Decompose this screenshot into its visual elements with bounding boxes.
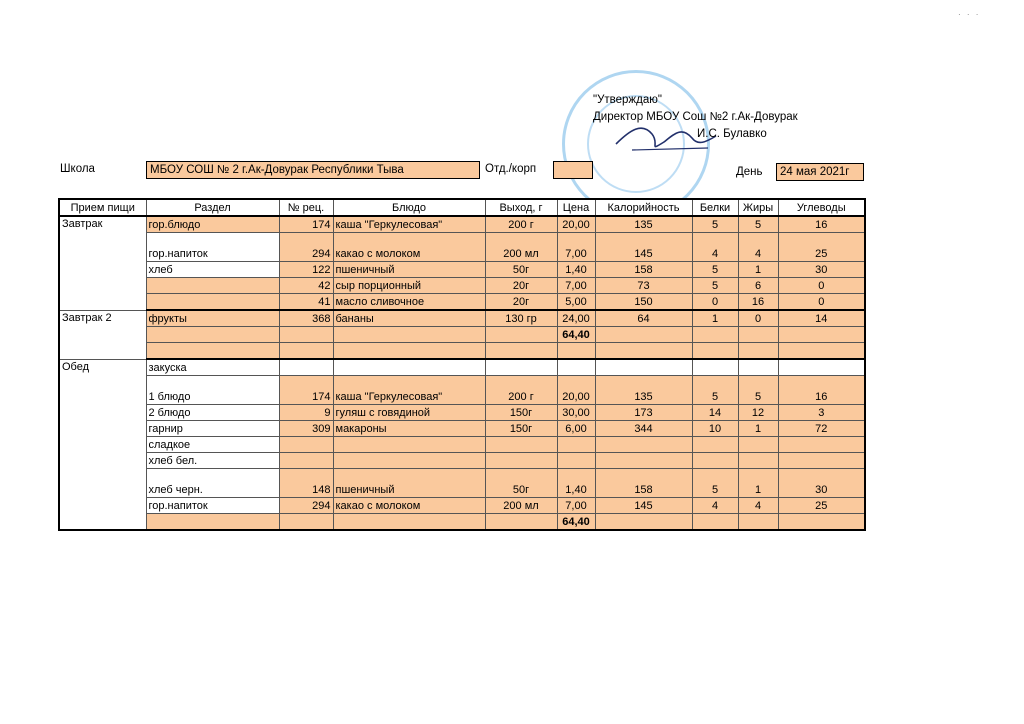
protein-cell: 1 [692, 310, 738, 327]
section-cell [146, 343, 279, 360]
table-row [59, 498, 865, 514]
fat-cell: 0 [738, 310, 778, 327]
calories-cell: 158 [595, 469, 692, 498]
section-cell [146, 278, 279, 294]
section-cell: сладкое [146, 437, 279, 453]
section-cell [146, 514, 279, 531]
col-protein: Белки [692, 199, 738, 216]
price-cell [557, 359, 595, 376]
section-cell: гор.напиток [146, 233, 279, 262]
carbs-cell: 30 [778, 262, 865, 278]
section-cell: 1 блюдо [146, 376, 279, 405]
calories-cell: 145 [595, 498, 692, 514]
col-section: Раздел [146, 199, 279, 216]
section-cell [146, 327, 279, 343]
output-cell: 200 г [485, 376, 557, 405]
fat-cell [738, 514, 778, 531]
calories-cell: 344 [595, 421, 692, 437]
approval-signer: И.С. Булавко [697, 128, 767, 140]
col-recipe: № рец. [279, 199, 333, 216]
price-cell: 1,40 [557, 469, 595, 498]
protein-cell: 4 [692, 233, 738, 262]
dish-cell: каша "Геркулесовая" [333, 376, 485, 405]
carbs-cell [778, 327, 865, 343]
col-dish: Блюдо [333, 199, 485, 216]
dish-cell [333, 327, 485, 343]
approval-position: Директор МБОУ Сош №2 г.Ак-Довурак [593, 111, 798, 123]
recipe-cell: 294 [279, 233, 333, 262]
carbs-cell: 14 [778, 310, 865, 327]
calories-cell: 135 [595, 216, 692, 233]
col-price: Цена [557, 199, 595, 216]
recipe-cell: 41 [279, 294, 333, 311]
fat-cell [738, 343, 778, 360]
dish-cell [333, 359, 485, 376]
price-cell: 6,00 [557, 421, 595, 437]
dish-cell: какао с молоком [333, 498, 485, 514]
protein-cell: 5 [692, 262, 738, 278]
carbs-cell [778, 359, 865, 376]
carbs-cell [778, 343, 865, 360]
output-cell [485, 359, 557, 376]
carbs-cell [778, 514, 865, 531]
price-total-cell: 64,40 [557, 327, 595, 343]
recipe-cell: 294 [279, 498, 333, 514]
output-cell: 200 мл [485, 233, 557, 262]
price-cell [557, 453, 595, 469]
calories-cell [595, 437, 692, 453]
carbs-cell: 16 [778, 376, 865, 405]
meal-cell: Завтрак [59, 216, 146, 310]
table-row [59, 294, 865, 311]
carbs-cell [778, 437, 865, 453]
calories-cell [595, 343, 692, 360]
output-cell: 150г [485, 421, 557, 437]
output-cell: 150г [485, 405, 557, 421]
fat-cell: 5 [738, 376, 778, 405]
output-cell [485, 327, 557, 343]
price-cell: 30,00 [557, 405, 595, 421]
table-row [59, 343, 865, 360]
dish-cell [333, 437, 485, 453]
output-cell [485, 437, 557, 453]
protein-cell [692, 359, 738, 376]
carbs-cell: 72 [778, 421, 865, 437]
carbs-cell: 25 [778, 233, 865, 262]
recipe-cell: 309 [279, 421, 333, 437]
section-cell: 2 блюдо [146, 405, 279, 421]
recipe-cell: 174 [279, 216, 333, 233]
approval-title: "Утверждаю" [593, 94, 662, 106]
col-fat: Жиры [738, 199, 778, 216]
calories-cell: 64 [595, 310, 692, 327]
dept-field [553, 161, 593, 179]
table-row [59, 453, 865, 469]
table-row [59, 405, 865, 421]
fat-cell: 4 [738, 233, 778, 262]
fat-cell: 5 [738, 216, 778, 233]
table-row [59, 278, 865, 294]
price-cell [557, 343, 595, 360]
calories-cell: 73 [595, 278, 692, 294]
output-cell [485, 453, 557, 469]
price-cell: 7,00 [557, 278, 595, 294]
day-field: 24 мая 2021г [776, 163, 864, 181]
price-cell: 7,00 [557, 233, 595, 262]
recipe-cell: 368 [279, 310, 333, 327]
dept-label: Отд./корп [485, 163, 537, 175]
fat-cell: 1 [738, 421, 778, 437]
recipe-cell [279, 327, 333, 343]
carbs-cell [778, 453, 865, 469]
protein-cell [692, 514, 738, 531]
calories-cell: 158 [595, 262, 692, 278]
dish-cell: пшеничный [333, 262, 485, 278]
table-row [59, 327, 865, 343]
output-cell: 200 мл [485, 498, 557, 514]
price-cell: 7,00 [557, 498, 595, 514]
protein-cell: 14 [692, 405, 738, 421]
calories-cell [595, 453, 692, 469]
calories-cell: 173 [595, 405, 692, 421]
table-row [59, 514, 865, 531]
output-cell: 20г [485, 278, 557, 294]
output-cell: 50г [485, 469, 557, 498]
recipe-cell: 42 [279, 278, 333, 294]
approval-block [593, 92, 798, 143]
fat-cell [738, 359, 778, 376]
col-output: Выход, г [485, 199, 557, 216]
price-cell: 5,00 [557, 294, 595, 311]
recipe-cell: 9 [279, 405, 333, 421]
fat-cell: 6 [738, 278, 778, 294]
col-carbs: Углеводы [778, 199, 865, 216]
table-row [59, 469, 865, 498]
protein-cell: 5 [692, 469, 738, 498]
scan-noise: · · · [958, 10, 981, 19]
price-cell: 24,00 [557, 310, 595, 327]
dish-cell: бананы [333, 310, 485, 327]
section-cell: хлеб черн. [146, 469, 279, 498]
dish-cell: гуляш с говядиной [333, 405, 485, 421]
recipe-cell [279, 359, 333, 376]
dish-cell [333, 343, 485, 360]
calories-cell [595, 514, 692, 531]
section-cell: хлеб [146, 262, 279, 278]
recipe-cell [279, 437, 333, 453]
dish-cell: макароны [333, 421, 485, 437]
protein-cell: 10 [692, 421, 738, 437]
protein-cell [692, 343, 738, 360]
dish-cell [333, 453, 485, 469]
price-cell: 20,00 [557, 216, 595, 233]
carbs-cell: 25 [778, 498, 865, 514]
table-row [59, 216, 865, 233]
price-cell: 1,40 [557, 262, 595, 278]
recipe-cell: 174 [279, 376, 333, 405]
carbs-cell: 0 [778, 278, 865, 294]
dish-cell [333, 514, 485, 531]
fat-cell [738, 453, 778, 469]
fat-cell: 4 [738, 498, 778, 514]
protein-cell [692, 327, 738, 343]
recipe-cell: 122 [279, 262, 333, 278]
calories-cell [595, 327, 692, 343]
section-cell: гор.блюдо [146, 216, 279, 233]
recipe-cell: 148 [279, 469, 333, 498]
fat-cell: 12 [738, 405, 778, 421]
table-row [59, 421, 865, 437]
dish-cell: масло сливочное [333, 294, 485, 311]
carbs-cell: 16 [778, 216, 865, 233]
col-meal: Прием пищи [59, 199, 146, 216]
calories-cell: 135 [595, 376, 692, 405]
dish-cell: сыр порционный [333, 278, 485, 294]
dish-cell: пшеничный [333, 469, 485, 498]
protein-cell: 5 [692, 216, 738, 233]
price-cell: 20,00 [557, 376, 595, 405]
meal-cell: Обед [59, 359, 146, 530]
calories-cell: 150 [595, 294, 692, 311]
fat-cell [738, 437, 778, 453]
dish-cell: каша "Геркулесовая" [333, 216, 485, 233]
carbs-cell: 30 [778, 469, 865, 498]
recipe-cell [279, 343, 333, 360]
output-cell: 130 гр [485, 310, 557, 327]
recipe-cell [279, 453, 333, 469]
col-calories: Калорийность [595, 199, 692, 216]
section-cell: гарнир [146, 421, 279, 437]
table-row [59, 233, 865, 262]
output-cell [485, 343, 557, 360]
price-cell [557, 437, 595, 453]
protein-cell: 5 [692, 278, 738, 294]
day-label: День [736, 166, 763, 178]
protein-cell [692, 437, 738, 453]
calories-cell: 145 [595, 233, 692, 262]
price-total-cell: 64,40 [557, 514, 595, 531]
protein-cell: 4 [692, 498, 738, 514]
protein-cell: 0 [692, 294, 738, 311]
section-cell: гор.напиток [146, 498, 279, 514]
protein-cell: 5 [692, 376, 738, 405]
dish-cell: какао с молоком [333, 233, 485, 262]
table-row [59, 359, 865, 376]
menu-table [58, 198, 866, 531]
carbs-cell: 0 [778, 294, 865, 311]
table-row [59, 262, 865, 278]
meal-cell: Завтрак 2 [59, 310, 146, 359]
table-header-row [59, 199, 865, 216]
fat-cell: 1 [738, 262, 778, 278]
section-cell: хлеб бел. [146, 453, 279, 469]
recipe-cell [279, 514, 333, 531]
fat-cell: 1 [738, 469, 778, 498]
school-field: МБОУ СОШ № 2 г.Ак-Довурак Республики Тыва [146, 161, 480, 179]
table-row [59, 310, 865, 327]
output-cell [485, 514, 557, 531]
output-cell: 20г [485, 294, 557, 311]
section-cell: фрукты [146, 310, 279, 327]
section-cell [146, 294, 279, 311]
output-cell: 200 г [485, 216, 557, 233]
section-cell: закуска [146, 359, 279, 376]
fat-cell: 16 [738, 294, 778, 311]
table-row [59, 376, 865, 405]
carbs-cell: 3 [778, 405, 865, 421]
calories-cell [595, 359, 692, 376]
fat-cell [738, 327, 778, 343]
output-cell: 50г [485, 262, 557, 278]
table-row [59, 437, 865, 453]
protein-cell [692, 453, 738, 469]
school-label: Школа [60, 163, 95, 175]
